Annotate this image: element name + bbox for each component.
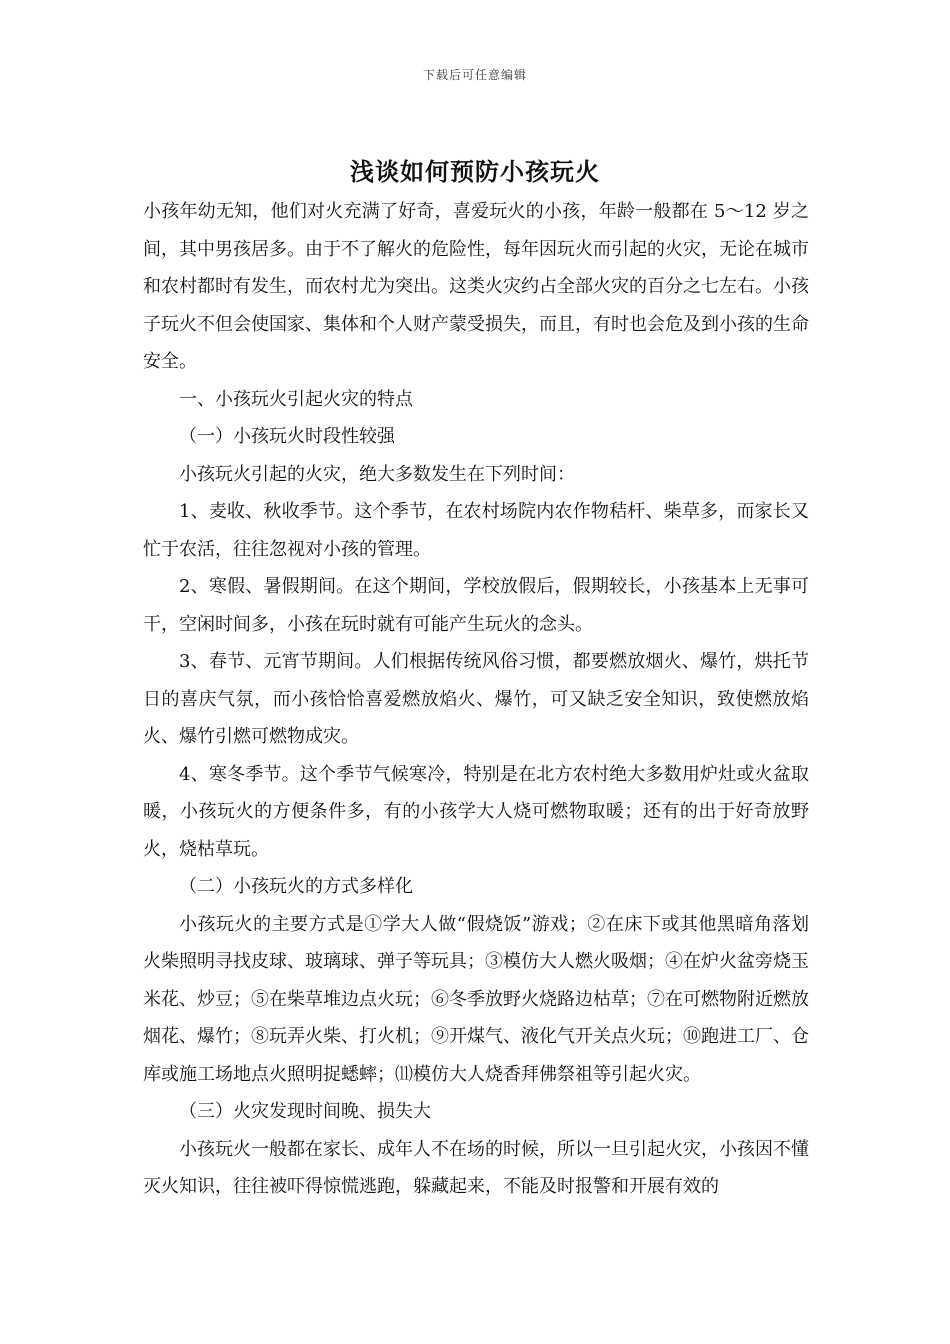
body-paragraph: 小孩玩火引起的火灾，绝大多数发生在下列时间： xyxy=(179,463,575,485)
document-body xyxy=(143,193,809,1206)
subsection-heading: （三）火灾发现时间晚、损失大 xyxy=(179,1101,431,1122)
body-paragraph: 4、寒冬季节。这个季节气候寒冷，特别是在北方农村绝大多数用炉灶或火盆取暖，小孩玩火的方便条件多，有的小孩学大人烧可燃物取暖；还有的出于好奇放野火，烧枯草玩。 xyxy=(143,763,809,860)
body-paragraph: 小孩玩火一般都在家长、成年人不在场的时候，所以一旦引起火灾，小孩因不懂灭火知识，往往被吓得惊慌逃跑，躲藏起来，不能及时报警和开展有效的 xyxy=(143,1138,809,1197)
section-heading: 一、小孩玩火引起火灾的特点 xyxy=(179,388,413,410)
page-header-note: 下载后可任意编辑 xyxy=(422,68,527,82)
body-paragraph: 小孩玩火的主要方式是①学大人做“假烧饭”游戏；②在床下或其他黑暗角落划火柴照明寻找皮球、玻璃球、弹子等玩具；③模仿大人燃火吸烟；④在炉火盆旁烧玉米花、炒豆；⑤在柴草堆边点火玩；⑥冬季放野火烧路边枯草；⑦在可燃物附近燃放烟花、爆竹；⑧玩弄火柴、打火机；⑨开煤气、液化气开关点火玩；⑩跑进工厂、仓库或施工场地点火照明捉蟋蟀；⑾模仿大人烧香拜佛祭祖等引起火灾。 xyxy=(143,913,809,1085)
body-paragraph: 3、春节、元宵节期间。人们根据传统风俗习惯，都要燃放烟火、爆竹，烘托节日的喜庆气氛，而小孩恰恰喜爱燃放焰火、爆竹，可又缺乏安全知识，致使燃放焰火、爆竹引燃可燃物成灾。 xyxy=(143,651,809,747)
body-paragraph: 2、寒假、暑假期间。在这个期间，学校放假后，假期较长，小孩基本上无事可干，空闲时间多，小孩在玩时就有可能产生玩火的念头。 xyxy=(143,576,809,635)
document-title: 浅谈如何预防小孩玩火 xyxy=(350,157,600,186)
body-paragraph: 1、麦收、秋收季节。这个季节，在农村场院内农作物秸杆、柴草多，而家长又忙于农活，往往忽视对小孩的管理。 xyxy=(143,501,809,560)
subsection-heading: （一）小孩玩火时段性较强 xyxy=(179,426,395,447)
intro-paragraph: 小孩年幼无知，他们对火充满了好奇，喜爱玩火的小孩，年龄一般都在 5～12 岁之间，其中男孩居多。由于不了解火的危险性，每年因玩火而引起的火灾，无论在城市和农村都时有发生，而农村尤为突出。这类火灾约占全部火灾的百分之七左右。小孩子玩火不但会使国家、集体和个人财产蒙受损失，而且，有时也会危及到小孩的生命安全。 xyxy=(143,201,809,372)
subsection-heading: （二）小孩玩火的方式多样化 xyxy=(179,876,413,897)
